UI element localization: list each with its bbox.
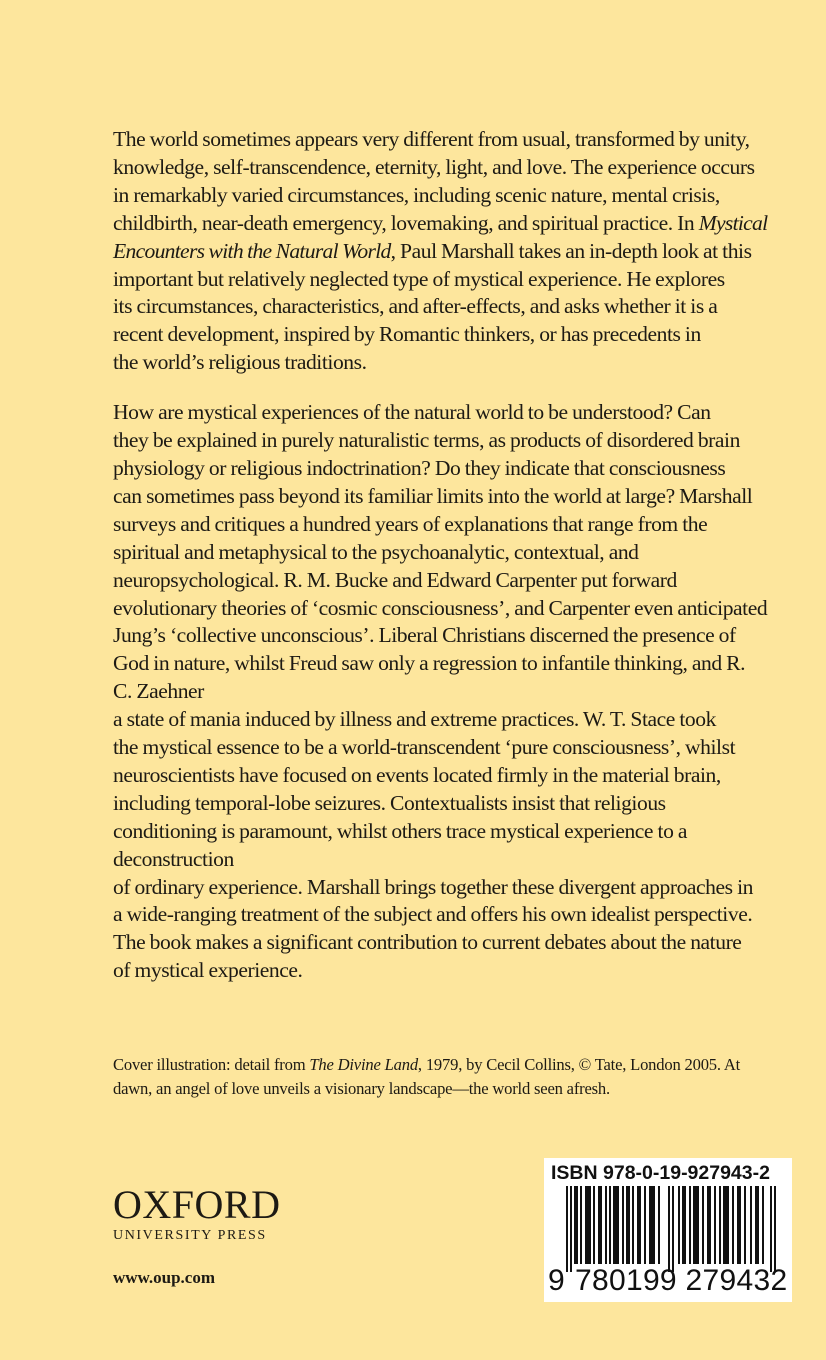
text-line: neuroscientists have focused on events located firmly in the material brain, bbox=[113, 762, 721, 787]
blurb-paragraph-1 bbox=[113, 126, 825, 377]
publisher-name: OXFORD bbox=[113, 1182, 281, 1227]
text-run: Cover illustration: detail from bbox=[113, 1055, 310, 1074]
text-line: spiritual and metaphysical to the psychoanalytic, contextual, and bbox=[113, 539, 639, 564]
text-line: of ordinary experience. Marshall brings together these divergent approaches in bbox=[113, 874, 753, 899]
text-line: a state of mania induced by illness and extreme practices. W. T. Stace took bbox=[113, 707, 716, 732]
artwork-title-italic: The Divine Land bbox=[309, 1055, 418, 1074]
text-line: they be explained in purely naturalistic terms, as products of disordered brain bbox=[113, 428, 740, 453]
book-title-italic: Encounters with the Natural World bbox=[113, 238, 391, 263]
text-line: evolutionary theories of ‘cosmic consciousness’, and Carpenter even anticipated bbox=[113, 595, 768, 620]
text-line: God in nature, whilst Freud saw only a regression to infantile thinking, and R. bbox=[113, 651, 746, 676]
text-line: in remarkably varied circumstances, including scenic nature, mental crisis, bbox=[113, 182, 720, 207]
isbn-barcode bbox=[544, 1158, 792, 1302]
text-line: The world sometimes appears very different from usual, transformed by unity, bbox=[113, 127, 750, 151]
back-cover-blurb bbox=[113, 126, 825, 985]
cover-illustration-caption bbox=[113, 1053, 813, 1101]
isbn-label: ISBN 978-0-19-927943-2 bbox=[551, 1162, 770, 1184]
text-line bbox=[113, 210, 825, 238]
ean-lead-digit: 9 bbox=[548, 1264, 565, 1297]
text-run: childbirth, near-death emergency, lovemaking, and spiritual practice. In bbox=[113, 210, 699, 235]
ean-digits bbox=[548, 1264, 787, 1298]
text-line: recent development, inspired by Romantic thinkers, or has precedents in bbox=[113, 322, 701, 347]
text-line: conditioning is paramount, whilst others trace mystical experience to a bbox=[113, 818, 687, 843]
text-line bbox=[113, 238, 825, 266]
text-line: physiology or religious indoctrination? Do they indicate that consciousness bbox=[113, 455, 726, 480]
text-line: deconstruction bbox=[113, 846, 234, 871]
blurb-paragraph-2 bbox=[113, 399, 825, 985]
caption-line bbox=[113, 1053, 813, 1077]
text-run: , Paul Marshall takes an in-depth look at this bbox=[390, 238, 752, 263]
publisher-subtitle: UNIVERSITY PRESS bbox=[113, 1228, 267, 1243]
text-line: surveys and critiques a hundred years of explanations that range from the bbox=[113, 511, 708, 536]
barcode-bars-icon bbox=[566, 1186, 778, 1272]
text-line: Jung’s ‘collective unconscious’. Liberal Christians discerned the presence of bbox=[113, 623, 736, 648]
publisher-website: www.oup.com bbox=[113, 1268, 216, 1287]
text-line: important but relatively neglected type of mystical experience. He explores bbox=[113, 266, 725, 291]
text-line: neuropsychological. R. M. Bucke and Edward Carpenter put forward bbox=[113, 567, 677, 592]
text-line: including temporal-lobe seizures. Contextualists insist that religious bbox=[113, 790, 666, 815]
text-line: The book makes a significant contribution to current debates about the nature bbox=[113, 930, 742, 955]
publisher-logo bbox=[113, 1182, 281, 1244]
text-run: , 1979, by Cecil Collins, © Tate, London 2005. At bbox=[417, 1055, 741, 1074]
text-line: knowledge, self-transcendence, eternity, light, and love. The experience occurs bbox=[113, 154, 755, 179]
book-title-italic: Mystical bbox=[698, 210, 768, 235]
text-line: How are mystical experiences of the natural world to be understood? Can bbox=[113, 400, 711, 425]
text-line: a wide-ranging treatment of the subject and offers his own idealist perspective. bbox=[113, 902, 753, 927]
text-line: can sometimes pass beyond its familiar limits into the world at large? Marshall bbox=[113, 483, 753, 508]
ean-number: 780199 279432 bbox=[575, 1264, 788, 1297]
text-line: C. Zaehner bbox=[113, 679, 204, 704]
caption-line: dawn, an angel of love unveils a visionary landscape—the world seen afresh. bbox=[113, 1079, 610, 1098]
text-line: the world’s religious traditions. bbox=[113, 350, 367, 375]
text-line: its circumstances, characteristics, and after-effects, and asks whether it is a bbox=[113, 294, 718, 319]
text-line: of mystical experience. bbox=[113, 958, 303, 983]
text-line: the mystical essence to be a world-transcendent ‘pure consciousness’, whilst bbox=[113, 735, 736, 760]
